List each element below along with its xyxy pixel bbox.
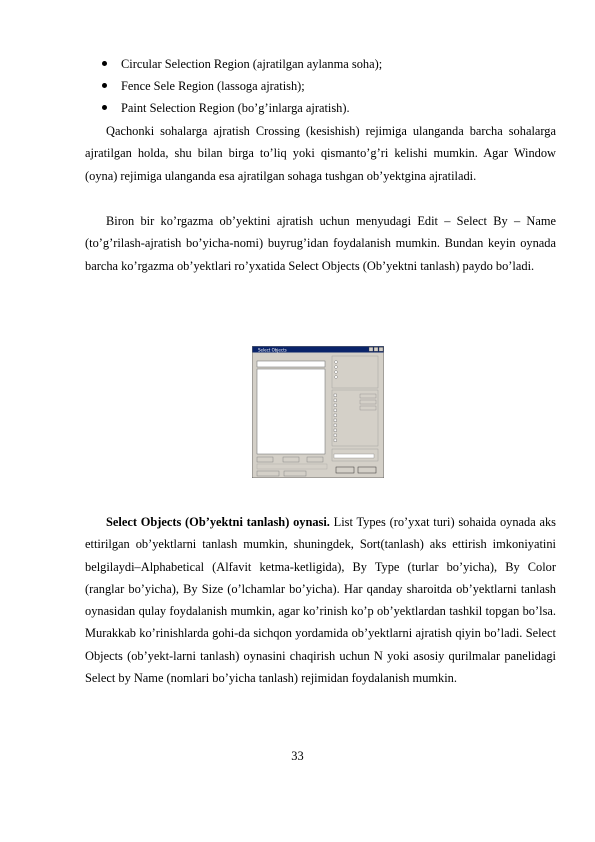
bullet-item: [102, 76, 562, 98]
bullet-text: Paint Selection Region (bo’g’inlarga ajratish).: [121, 101, 350, 115]
bullet-text: Fence Sele Region (lassoga ajratish);: [121, 79, 305, 93]
bullet-dot-icon: [102, 83, 107, 88]
bullet-item: [102, 54, 562, 76]
bullet-list: [102, 54, 562, 120]
dialog-title: Select Objects: [258, 347, 287, 353]
bold-lead: Select Objects (Ob’yektni tanlash) oynasi.: [106, 515, 330, 529]
paragraph-select-objects-window: [85, 511, 556, 689]
bullet-item: [102, 98, 562, 120]
select-objects-dialog-figure: [252, 346, 384, 478]
paragraph-body: List Types (ro’yxat turi) sohaida oynada aks ettirilgan ob’yektlarni tanlash mumkin, shuningdek, Sort(tanlash) aks ettirish imkoniyatini belgilaydi–Alphabetical (Alfavit ketma-ketligida), By Type (turlar bo’yicha), By Color (ranglar bo’yicha), By Size (o’lchamlar bo’yicha). Har qanday sharoitda ob’yektlarni tanlash oynasidan qulay foydalanish mumkin, agar ko’rinish ko’p ob’yektlardan tashkil topgan bo’lsa. Murakkab ko’rinishlarda gohi-da sichqon yordamida ob’yektlarni ajratish qiyin bo’ladi. Select Objects (ob’yekt-larni tanlash) oynasini chaqirish uchun N yoki asosiy qurilmalar panelidagi Select by Name (nomlari bo’yicha tanlash) rejimidan foydalanish mumkin.: [85, 515, 556, 686]
bullet-dot-icon: [102, 105, 107, 110]
bullet-dot-icon: [102, 61, 107, 66]
paragraph-select-by-name: Biron bir ko’rgazma ob’yektini ajratish uchun menyudagi Edit – Select By – Name (to’g’rilash-ajratish bo’yicha-nomi) buyrug’idan foydalanish mumkin. Bundan keyin oynada barcha ko’rgazma ob’yektlari ro’yxatida Select Objects (Ob’yektni tanlash) paydo bo’ladi.: [85, 214, 556, 273]
page-number: 33: [291, 749, 304, 763]
bullet-text: Circular Selection Region (ajratilgan aylanma soha);: [121, 57, 383, 71]
paragraph-crossing-mode: Qachonki sohalarga ajratish Crossing (kesishish) rejimiga ulanganda barcha sohalarga ajratilgan holda, shu bilan birga to’liq yoki qismanto’g’ri kelishi mumkin. Agar Window (oyna) rejimiga ulanganda esa ajratilgan sohaga tushgan ob’yektgina ajratiladi.: [85, 124, 556, 183]
